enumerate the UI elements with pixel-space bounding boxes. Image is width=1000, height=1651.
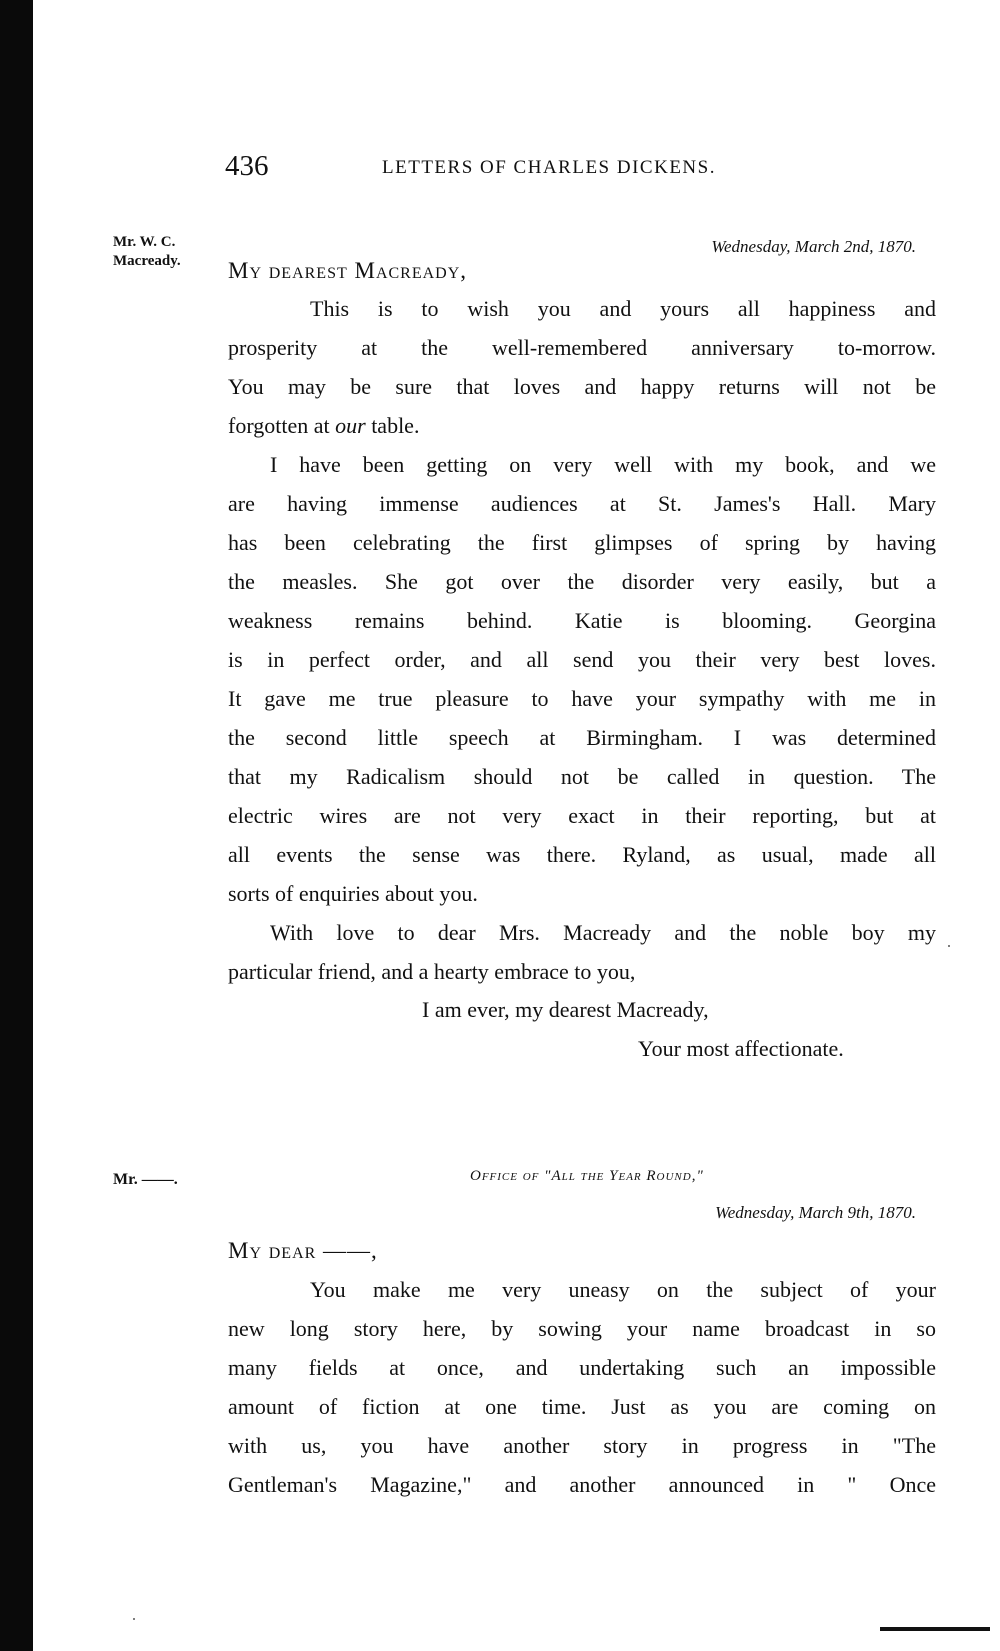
letter2-line-1: You make me very uneasy on the subject of your: [310, 1277, 936, 1302]
letter2-sidenote: Mr. ——.: [113, 1171, 178, 1188]
letter1-closing: I am ever, my dearest Macready,: [422, 997, 709, 1022]
letter1-line-8: the measles. She got over the disorder very easily, but a: [228, 569, 936, 594]
letter1-line-1: This is to wish you and yours all happiness and: [310, 296, 936, 321]
letter1-line-9: weakness remains behind. Katie is blooming. Georgina: [228, 608, 936, 633]
letter1-line-4: forgotten at our table.: [228, 413, 420, 438]
letter1-line-10: is in perfect order, and all send you their very best loves.: [228, 647, 936, 672]
scan-edge-mark: [880, 1627, 990, 1631]
letter1-date: Wednesday, March 2nd, 1870.: [711, 237, 916, 256]
letter2-office-address: Office of "All the Year Round,": [470, 1168, 704, 1184]
page-number: 436: [225, 150, 269, 182]
letter1-line-3: You may be sure that loves and happy returns will not be: [228, 374, 936, 399]
letter1-line-6: are having immense audiences at St. James's Hall. Mary: [228, 491, 936, 516]
scan-speck: [133, 1618, 135, 1620]
letter1-line-12: the second little speech at Birmingham. I was determined: [228, 725, 936, 750]
scan-speck: [948, 945, 950, 947]
letter1-line-5: I have been getting on very well with my book, and we: [270, 452, 936, 477]
letter1-signature: Your most affectionate.: [638, 1036, 844, 1061]
letter2-line-6: Gentleman's Magazine," and another announced in " Once: [228, 1472, 936, 1497]
letter1-line-14: electric wires are not very exact in their reporting, but at: [228, 803, 936, 828]
letter2-date: Wednesday, March 9th, 1870.: [715, 1203, 916, 1222]
letter1-salutation: My dearest Macready,: [228, 258, 468, 283]
letter1-line-17: With love to dear Mrs. Macready and the noble boy my: [270, 920, 936, 945]
letter1-line-13: that my Radicalism should not be called in question. The: [228, 764, 936, 789]
letter1-line-15: all events the sense was there. Ryland, as usual, made all: [228, 842, 936, 867]
letter2-line-3: many fields at once, and undertaking such an impossible: [228, 1355, 936, 1380]
running-title: LETTERS OF CHARLES DICKENS.: [382, 157, 716, 178]
letter2-salutation: My dear ——,: [228, 1238, 378, 1263]
letter1-line-2: prosperity at the well-remembered anniversary to-morrow.: [228, 335, 936, 360]
letter1-sidenote-line2: Macready.: [113, 253, 181, 269]
letter1-line-11: It gave me true pleasure to have your sympathy with me in: [228, 686, 936, 711]
letter2-line-5: with us, you have another story in progress in "The: [228, 1433, 936, 1458]
letter2-line-4: amount of fiction at one time. Just as you are coming on: [228, 1394, 936, 1419]
letter1-line-18: particular friend, and a hearty embrace to you,: [228, 959, 636, 984]
letter1-line-7: has been celebrating the first glimpses of spring by having: [228, 530, 936, 555]
letter1-sidenote-line1: Mr. W. C.: [113, 234, 176, 250]
letter1-line-16: sorts of enquiries about you.: [228, 881, 478, 906]
letter2-line-2: new long story here, by sowing your name broadcast in so: [228, 1316, 936, 1341]
